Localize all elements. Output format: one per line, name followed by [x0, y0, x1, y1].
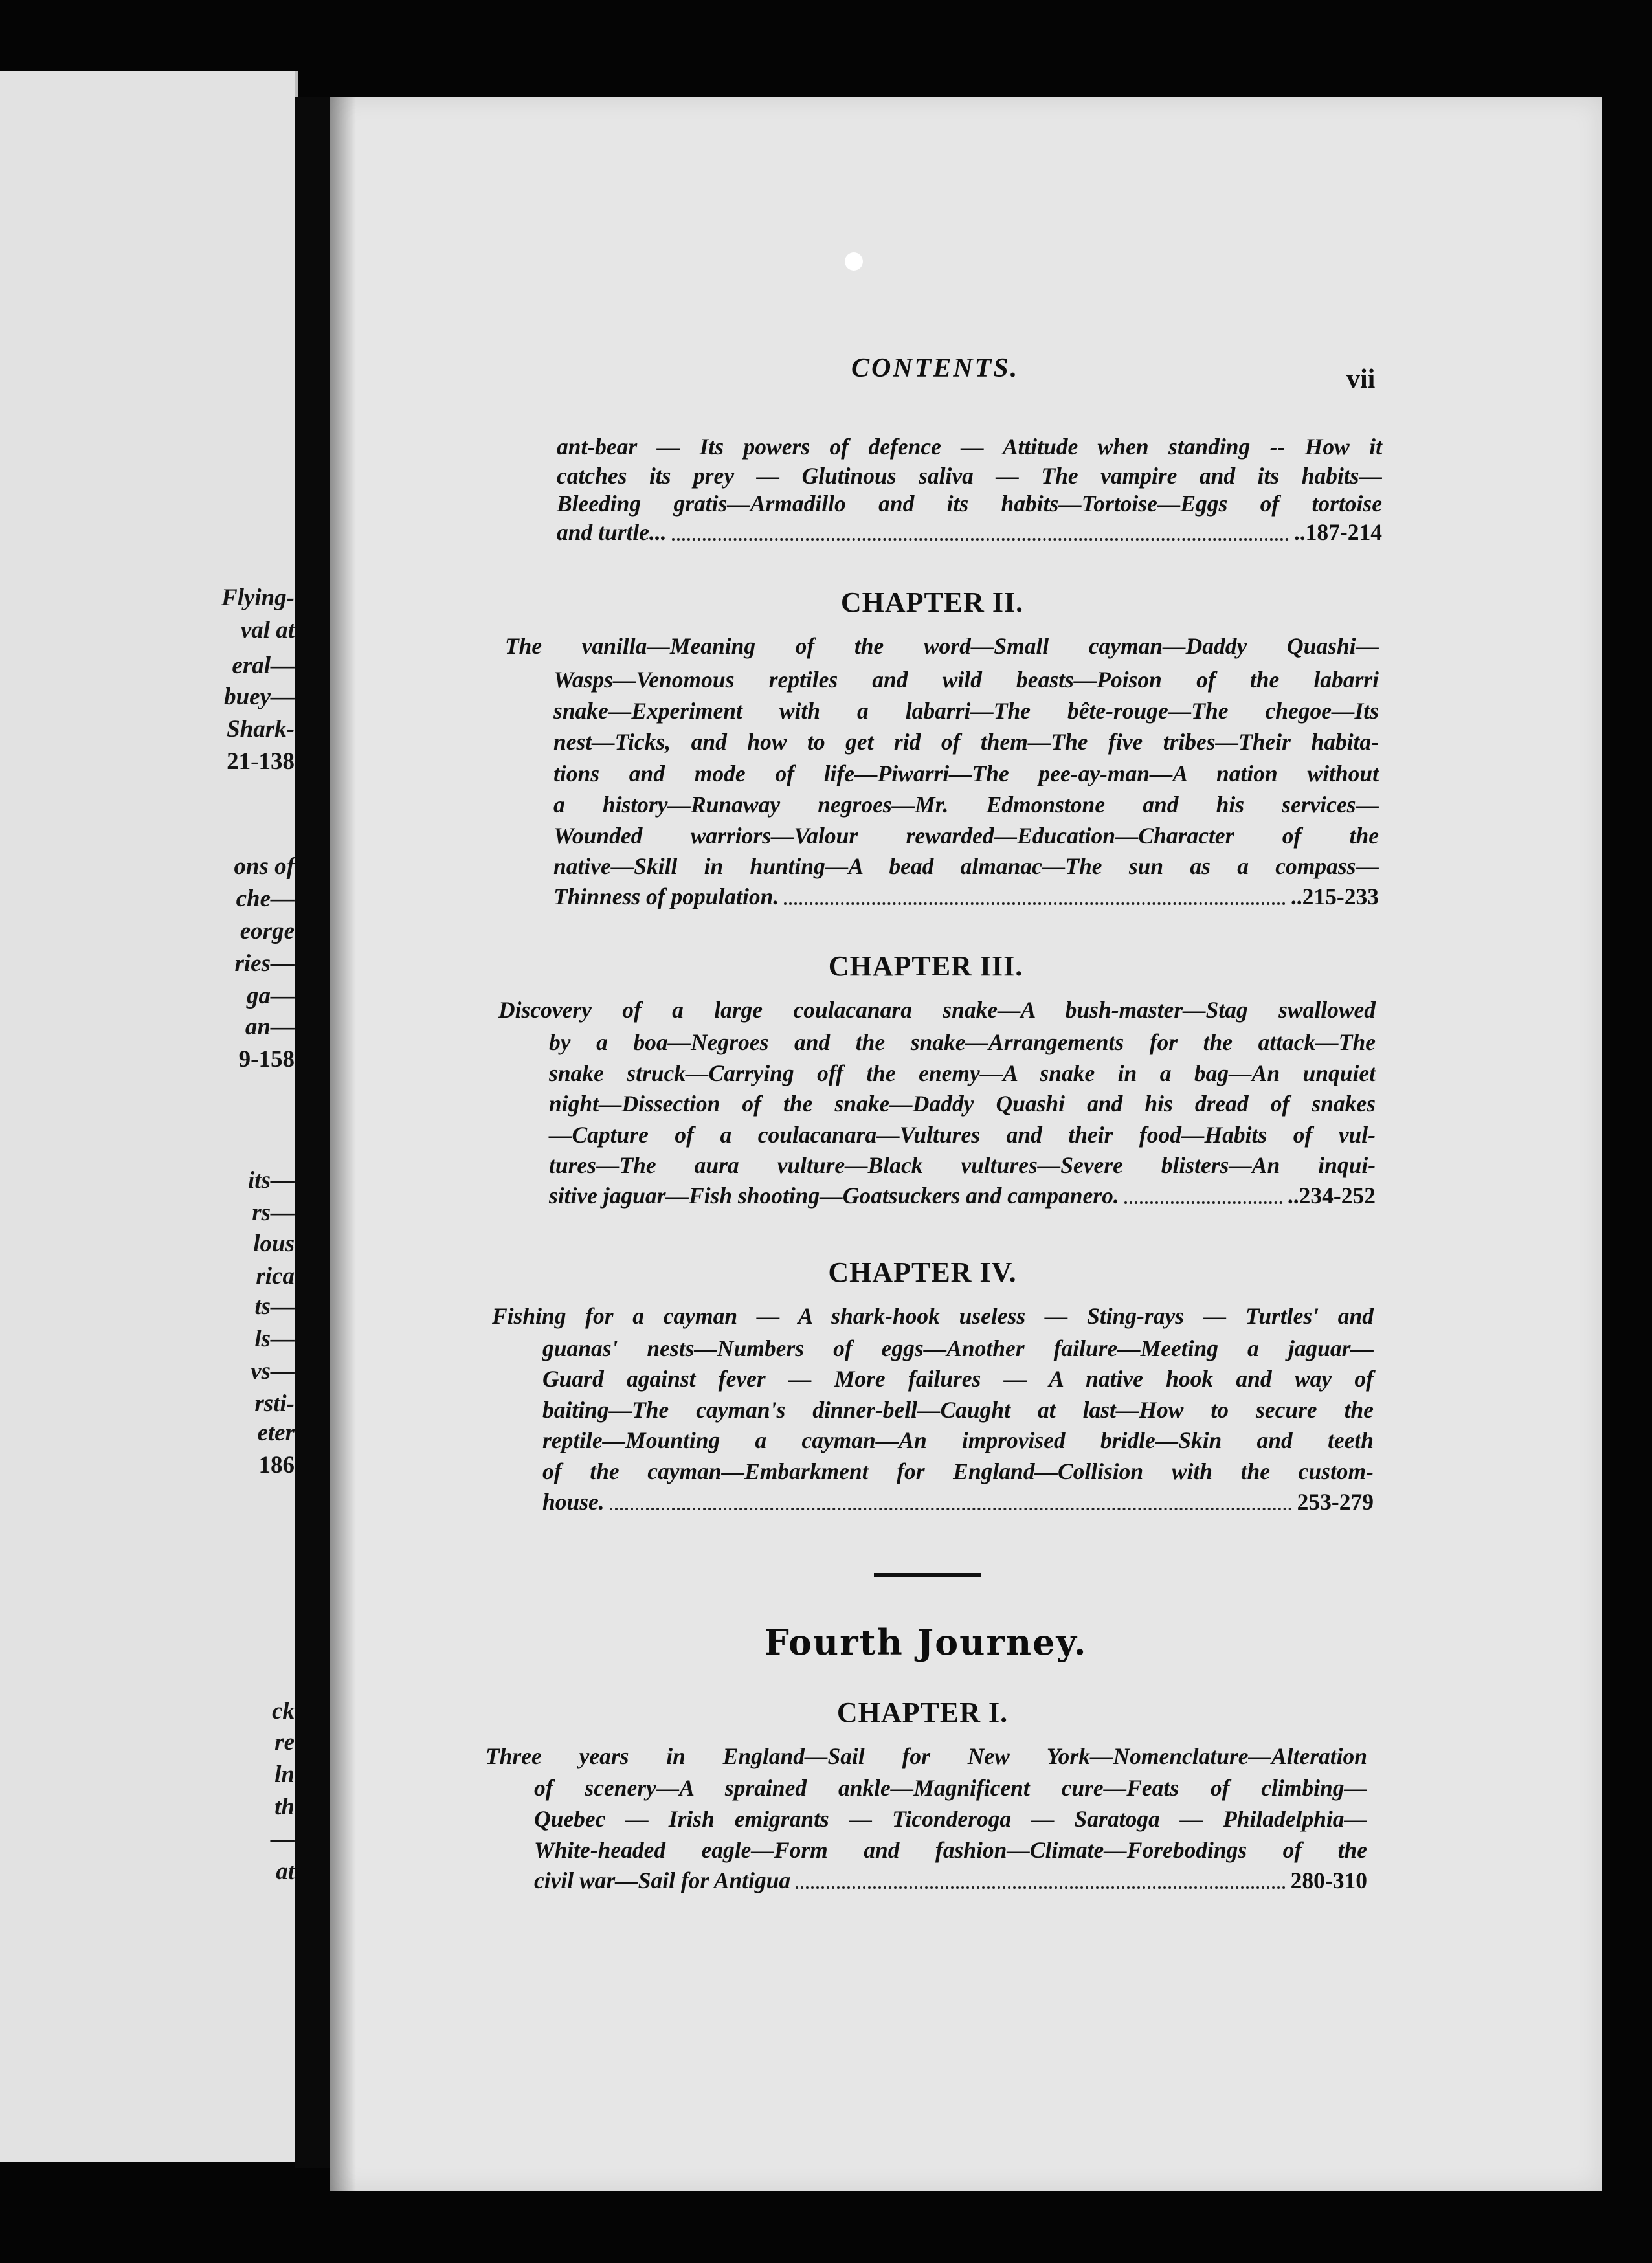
journey-title: Fourth Journey.: [764, 1622, 1088, 1663]
contents-line: baiting—The cayman's dinner-bell—Caught at last—How to secure the: [542, 1397, 1374, 1423]
contents-line: tions and mode of life—Piwarri—The pee-ay-man—A nation without: [553, 761, 1379, 786]
contents-line: tures—The aura vulture—Black vultures—Severe blisters—An inqui-: [549, 1152, 1376, 1178]
left-fragment: 9-158: [238, 1046, 295, 1073]
contents-line: White-headed eagle—Form and fashion—Climate—Forebodings of the: [534, 1837, 1367, 1863]
contents-line: of scenery—A sprained ankle—Magnificent cure—Feats of climbing—: [534, 1775, 1367, 1801]
contents-last-line: [549, 1179, 1376, 1212]
left-fragment: 21-138: [227, 748, 295, 775]
contents-last-line: [534, 1864, 1367, 1897]
contents-last-line: [557, 516, 1382, 548]
entry-text: and turtle...: [557, 519, 667, 545]
chapter-heading: CHAPTER II.: [840, 586, 1024, 618]
contents-line: native—Skill in hunting—A bead almanac—The sun as a compass—: [553, 853, 1379, 879]
chapter-heading: CHAPTER IV.: [828, 1256, 1017, 1288]
leader-dots: [784, 880, 1286, 905]
left-fragment: buey—: [224, 684, 295, 710]
page-number: vii: [1346, 364, 1376, 394]
contents-last-line: [553, 880, 1379, 913]
page-range: ..234-252: [1287, 1183, 1376, 1209]
page-range: 253-279: [1297, 1489, 1374, 1515]
paper-speck: [845, 252, 863, 271]
entry-text: house.: [542, 1489, 605, 1515]
contents-line: guanas' nests—Numbers of eggs—Another failure—Meeting a jaguar—: [542, 1335, 1374, 1361]
left-fragment: che—: [236, 886, 295, 912]
contents-line: night—Dissection of the snake—Daddy Quashi and his dread of snakes: [549, 1091, 1376, 1117]
left-fragment: Flying-: [221, 585, 295, 611]
left-fragment: its—: [248, 1167, 295, 1194]
left-fragment: ga—: [247, 983, 295, 1009]
contents-line: —Capture of a coulacanara—Vultures and their food—Habits of vul-: [549, 1122, 1376, 1148]
entry-text: civil war—Sail for Antigua: [534, 1867, 791, 1893]
contents-line: of the cayman—Embarkment for England—Collision with the custom-: [542, 1458, 1374, 1484]
contents-line: Discovery of a large coulacanara snake—A bush-master—Stag swallowed: [498, 997, 1376, 1023]
contents-line: reptile—Mounting a cayman—An improvised bridle—Skin and teeth: [542, 1427, 1374, 1453]
left-fragment: ln: [274, 1761, 295, 1788]
left-fragment: Shark-: [227, 716, 295, 742]
left-fragment: ts—: [254, 1293, 295, 1320]
contents-line: Guard against fever — More failures — A native hook and way of: [542, 1366, 1374, 1392]
left-fragment: rsti-: [254, 1390, 295, 1417]
left-fragment: ck: [272, 1698, 295, 1724]
contents-line: snake struck—Carrying off the enemy—A snake in a bag—An unquiet: [549, 1060, 1376, 1086]
left-fragment: an—: [245, 1014, 295, 1040]
left-fragment: rs—: [252, 1199, 295, 1226]
contents-line: Wasps—Venomous reptiles and wild beasts—Poison of the labarri: [553, 667, 1379, 693]
leader-dots: [610, 1486, 1292, 1510]
left-fragment: —: [271, 1826, 295, 1853]
left-fragment: th: [274, 1794, 295, 1820]
left-fragment: ls—: [254, 1326, 295, 1352]
left-fragment: val at: [240, 617, 295, 643]
contents-line: ant-bear — Its powers of defence — Attitude when standing -- How it: [557, 434, 1382, 460]
gutter-shadow: [330, 97, 356, 2191]
contents-line: by a boa—Negroes and the snake—Arrangements for the attack—The: [549, 1029, 1376, 1055]
left-fragment: re: [274, 1729, 295, 1756]
contents-line: Bleeding gratis—Armadillo and its habits—Tortoise—Eggs of tortoise: [557, 491, 1382, 517]
previous-page-fragment: [0, 71, 298, 2162]
left-fragment: 186: [258, 1452, 295, 1478]
running-header-title: CONTENTS.: [851, 353, 1020, 383]
chapter-heading: CHAPTER I.: [836, 1697, 1009, 1728]
page-range: 280-310: [1290, 1867, 1367, 1893]
contents-line: Quebec — Irish emigrants — Ticonderoga — Saratoga — Philadelphia—: [534, 1806, 1367, 1832]
contents-line: a history—Runaway negroes—Mr. Edmonstone and his services—: [553, 792, 1379, 818]
contents-line: Wounded warriors—Valour rewarded—Education—Character of the: [553, 823, 1379, 849]
entry-text: Thinness of population.: [553, 884, 779, 909]
leader-dots: [1124, 1179, 1282, 1204]
leader-dots: [796, 1864, 1286, 1889]
contents-line: catches its prey — Glutinous saliva — The vampire and its habits—: [557, 463, 1382, 489]
book-gutter: [295, 97, 330, 2168]
left-fragment: eral—: [232, 652, 295, 679]
chapter-heading: CHAPTER III.: [828, 950, 1023, 982]
entry-text: sitive jaguar—Fish shooting—Goatsuckers and campanero.: [549, 1183, 1119, 1209]
section-divider: [874, 1573, 981, 1577]
contents-line: The vanilla—Meaning of the word—Small cayman—Daddy Quashi—: [505, 633, 1379, 659]
left-fragment: at: [276, 1858, 295, 1885]
left-fragment: rica: [256, 1263, 295, 1289]
left-fragment: ons of: [234, 853, 295, 880]
contents-last-line: [542, 1486, 1374, 1518]
left-fragment: eter: [257, 1420, 295, 1446]
left-fragment: lous: [253, 1231, 295, 1257]
page-range: ..187-214: [1293, 519, 1382, 545]
contents-line: snake—Experiment with a labarri—The bête-rouge—The chegoe—Its: [553, 698, 1379, 724]
left-fragment: eorge: [240, 918, 295, 944]
contents-line: nest—Ticks, and how to get rid of them—The five tribes—Their habita-: [553, 729, 1379, 755]
page-range: ..215-233: [1290, 884, 1379, 909]
left-fragment: vs—: [251, 1358, 295, 1385]
left-fragment: ries—: [234, 950, 295, 977]
contents-line: Three years in England—Sail for New York—Nomenclature—Alteration: [486, 1743, 1367, 1769]
contents-line: Fishing for a cayman — A shark-hook useless — Sting-rays — Turtles' and: [492, 1303, 1374, 1329]
leader-dots: [672, 516, 1289, 541]
